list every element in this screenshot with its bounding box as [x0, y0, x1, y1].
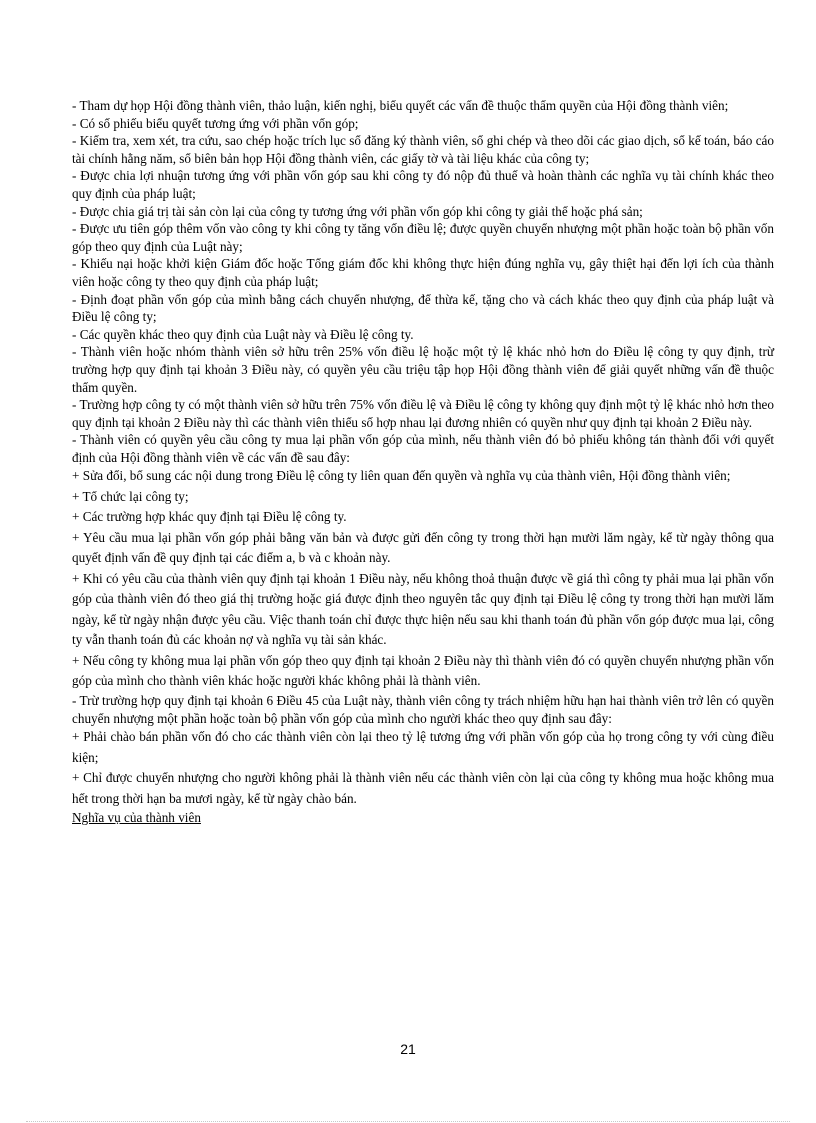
section-heading: Nghĩa vụ của thành viên — [72, 810, 201, 826]
plus-list-item: + Tổ chức lại công ty; — [72, 488, 189, 504]
plus-list-item: + Nếu công ty không mua lại phần vốn góp theo quy định tại khoản 2 Điều này thì thành viên đó có quyền chuyển nhượng phần vốn góp của mình cho thành viên khác hoặc người khác không phải là thành viên. — [72, 652, 774, 689]
page-number: 21 — [400, 1041, 416, 1057]
page-bottom-rule — [26, 1121, 790, 1122]
dash-list-item: - Các quyền khác theo quy định của Luật này và Điều lệ công ty. — [72, 326, 414, 342]
dash-list-item: - Khiếu nại hoặc khởi kiện Giám đốc hoặc Tổng giám đốc khi không thực hiện đúng nghĩa vụ, gây thiệt hại đến lợi ích của thành viên hoặc công ty theo quy định của pháp luật; — [72, 256, 774, 289]
dash-list-item: - Trừ trường hợp quy định tại khoản 6 Điều 45 của Luật này, thành viên công ty trách nhiệm hữu hạn hai thành viên trở lên có quyền chuyển nhượng một phần hoặc toàn bộ phần vốn góp của mình cho người khác theo quy định sau đây: — [72, 692, 774, 726]
dash-list-item: - Được chia lợi nhuận tương ứng với phần vốn góp sau khi công ty đó nộp đủ thuế và hoàn thành các nghĩa vụ tài chính khác theo quy định của pháp luật; — [72, 168, 774, 201]
dash-list-item: - Được chia giá trị tài sản còn lại của công ty tương ứng với phần vốn góp khi công ty giải thể hoặc phá sản; — [72, 203, 643, 219]
dash-list-item: - Thành viên có quyền yêu cầu công ty mua lại phần vốn góp của mình, nếu thành viên đó bỏ phiếu không tán thành đối với quyết định của Hội đồng thành viên về các vấn đề sau đây: — [72, 432, 774, 465]
plus-list-item: + Chỉ được chuyển nhượng cho người không phải là thành viên nếu các thành viên còn lại của công ty không mua hoặc không mua hết trong thời hạn ba mươi ngày, kể từ ngày chào bán. — [72, 770, 774, 806]
dash-list-item: - Trường hợp công ty có một thành viên sở hữu trên 75% vốn điều lệ và Điều lệ công ty không quy định một tỷ lệ khác nhỏ hơn theo quy định tại khoản 2 Điều này thì các thành viên thiểu số hợp nhau lại đương nhiên có quyền như quy định tại khoản 2 Điều này. — [72, 397, 774, 430]
dash-list-item: - Kiểm tra, xem xét, tra cứu, sao chép hoặc trích lục sổ đăng ký thành viên, sổ ghi chép và theo dõi các giao dịch, sổ kế toán, báo cáo tài chính hằng năm, sổ biên bản họp Hội đồng thành viên, các giấy tờ và tài liệu khác của công ty; — [72, 133, 774, 166]
dash-list-item: - Thành viên hoặc nhóm thành viên sở hữu trên 25% vốn điều lệ hoặc một tỷ lệ khác nhỏ hơn do Điều lệ công ty quy định, trừ trường hợp quy định tại khoản 3 Điều này, có quyền yêu cầu triệu tập họp Hội đồng thành viên để giải quyết những vấn đề thuộc thẩm quyền. — [72, 344, 774, 395]
plus-list-item: + Yêu cầu mua lại phần vốn góp phải bằng văn bản và được gửi đến công ty trong thời hạn mười lăm ngày, kể từ ngày thông qua quyết định vấn đề quy định tại các điểm a, b và c khoản này. — [72, 529, 774, 566]
dash-list-item: - Có số phiếu biểu quyết tương ứng với phần vốn góp; — [72, 115, 359, 131]
dash-list-item: - Định đoạt phần vốn góp của mình bằng cách chuyển nhượng, để thừa kế, tặng cho và cách khác theo quy định của pháp luật và Điều lệ công ty; — [72, 291, 774, 325]
dash-list-item: - Tham dự họp Hội đồng thành viên, thảo luận, kiến nghị, biểu quyết các vấn đề thuộc thẩm quyền của Hội đồng thành viên; — [72, 98, 729, 113]
document-body — [72, 97, 774, 827]
dash-list-item: - Được ưu tiên góp thêm vốn vào công ty khi công ty tăng vốn điều lệ; được quyền chuyển nhượng một phần hoặc toàn bộ phần vốn góp theo quy định của Luật này; — [72, 221, 774, 254]
plus-list-item: + Phải chào bán phần vốn đó cho các thành viên còn lại theo tỷ lệ tương ứng với phần vốn góp của họ trong công ty với cùng điều kiện; — [72, 729, 774, 765]
plus-list-item: + Các trường hợp khác quy định tại Điều lệ công ty. — [72, 509, 347, 525]
plus-list-item: + Khi có yêu cầu của thành viên quy định tại khoản 1 Điều này, nếu không thoả thuận được về giá thì công ty phải mua lại phần vốn góp của thành viên đó theo giá thị trường hoặc giá được định theo nguyên tắc quy định tại Điều lệ công ty trong thời hạn mười lăm ngày, kể từ ngày nhận được yêu cầu. Việc thanh toán chỉ được thực hiện nếu sau khi thanh toán đủ phần vốn góp được mua lại, công ty vẫn thanh toán đủ các khoản nợ và nghĩa vụ tài sản khác. — [72, 570, 774, 648]
plus-list-item: + Sửa đổi, bổ sung các nội dung trong Điều lệ công ty liên quan đến quyền và nghĩa vụ của thành viên, Hội đồng thành viên; — [72, 468, 731, 484]
